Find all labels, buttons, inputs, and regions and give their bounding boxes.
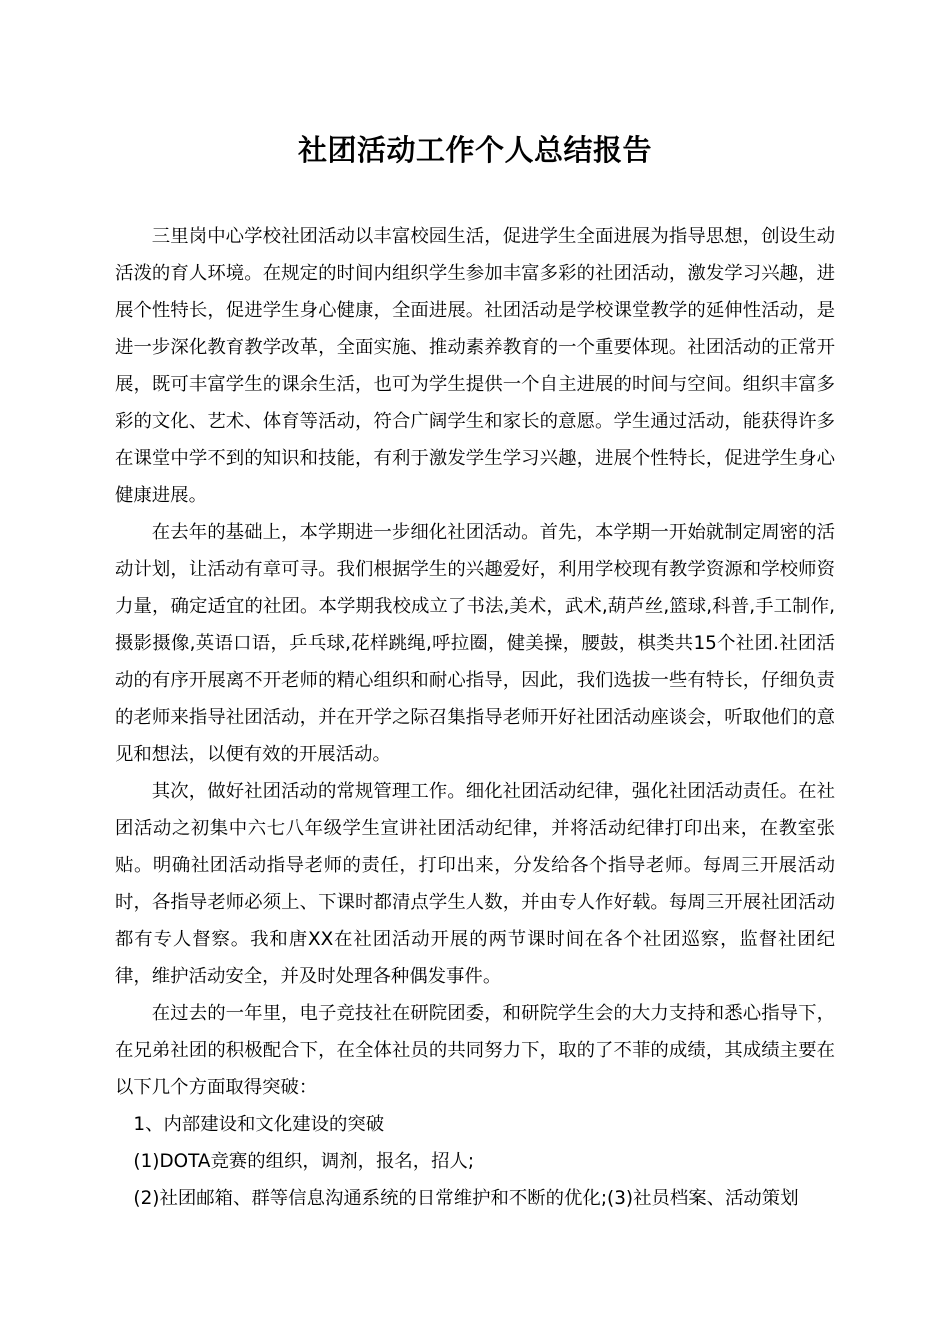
document-body: [115, 218, 835, 1217]
list-item-heading: 1、内部建设和文化建设的突破: [133, 1114, 385, 1135]
paragraph-management: 其次，做好社团活动的常规管理工作。细化社团活动纪律，强化社团活动责任。在社团活动之初集中六七八年级学生宣讲社团活动纪律，并将活动纪律打印出来，在教室张贴。明确社团活动指导老师的责任，打印出来，分发给各个指导老师。每周三开展活动时，各指导老师必须上、下课时都清点学生人数，并由专人作好载。每周三开展社团活动都有专人督察。我和唐XX在社团活动开展的两节课时间在各个社团巡察，监督社团纪律，维护活动安全，并及时处理各种偶发事件。: [115, 781, 835, 987]
paragraph-achievements: 在过去的一年里，电子竞技社在研院团委，和研院学生会的大力支持和悉心指导下，在兄弟社团的积极配合下，在全体社员的共同努力下，取的了不菲的成绩，其成绩主要在以下几个方面取得突破：: [115, 1003, 835, 1098]
list-item-communication: (2)社团邮箱、群等信息沟通系统的日常维护和不断的优化;(3)社员档案、活动策划: [133, 1188, 799, 1209]
list-item-dota: (1)DOTA竞赛的组织，调剂，报名，招人;: [133, 1151, 475, 1172]
paragraph-club-setup: 在去年的基础上，本学期进一步细化社团活动。首先，本学期一开始就制定周密的活动计划，让活动有章可寻。我们根据学生的兴趣爱好，利用学校现有教学资源和学校师资力量，确定适宜的社团。本学期我校成立了书法,美术，武术,葫芦丝,篮球,科普,手工制作,摄影摄像,英语口语，乒乓球,花样跳绳,呼拉圈，健美操，腰鼓，棋类共15个社团.社团活动的有序开展离不开老师的精心组织和耐心指导，因此，我们选拔一些有特长，仔细负责的老师来指导社团活动，并在开学之际召集指导老师开好社团活动座谈会，听取他们的意见和想法，以便有效的开展活动。: [115, 522, 835, 765]
document-title: 社团活动工作个人总结报告: [297, 133, 652, 167]
paragraph-intro: 三里岗中心学校社团活动以丰富校园生活，促进学生全面进展为指导思想，创设生动活泼的育人环境。在规定的时间内组织学生参加丰富多彩的社团活动，激发学习兴趣，进展个性特长，促进学生身心健康，全面进展。社团活动是学校课堂教学的延伸性活动，是进一步深化教育教学改革，全面实施、推动素养教育的一个重要体现。社团活动的正常开展，既可丰富学生的课余生活，也可为学生提供一个自主进展的时间与空间。组织丰富多彩的文化、艺术、体育等活动，符合广阔学生和家长的意愿。学生通过活动，能获得许多在课堂中学不到的知识和技能，有利于激发学生学习兴趣，进展个性特长，促进学生身心健康进展。: [115, 226, 835, 506]
